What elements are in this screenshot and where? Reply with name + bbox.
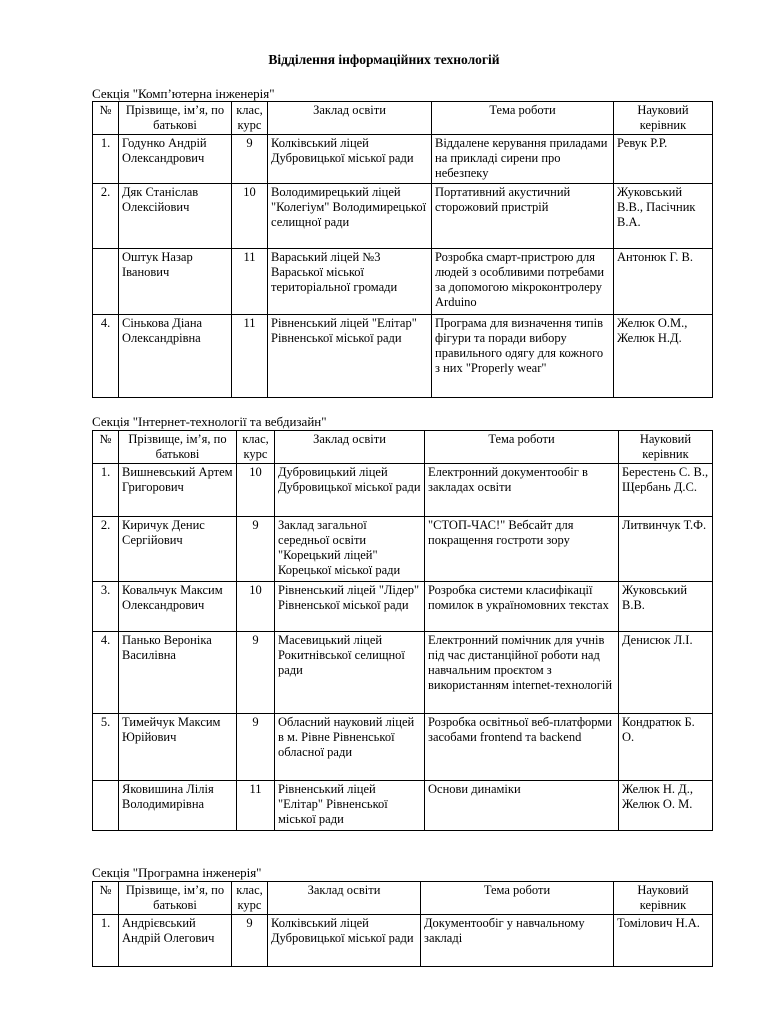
cell-name: Сінькова Діана Олександрівна — [119, 315, 232, 398]
cell-grade: 10 — [237, 582, 275, 632]
cell-advisor: Жуковський В.В., Пасічник В.А. — [614, 184, 713, 249]
cell-advisor: Денисюк Л.І. — [619, 632, 713, 714]
table-computer-engineering — [92, 101, 713, 398]
cell-topic: Документообіг у навчальному закладі — [421, 915, 614, 967]
cell-school: Колківський ліцей Дубровицької міської ради — [268, 915, 421, 967]
cell-topic: Електронний помічник для учнів під час дистанційної роботи над навчальним проєктом з використанням internet-технологій — [425, 632, 619, 714]
cell-advisor: Жуковський В.В. — [619, 582, 713, 632]
header-topic: Тема роботи — [425, 431, 619, 464]
table-row — [93, 135, 713, 184]
section-title-computer-engineering: Секція "Комп’ютерна інженерія" — [92, 86, 275, 101]
cell-school: Рівненський ліцей "Елітар" Рівненської міської ради — [268, 315, 432, 398]
table-header-row — [93, 882, 713, 915]
cell-topic: Віддалене керування приладами на прикладі сирени про небезпеку — [432, 135, 614, 184]
cell-grade: 11 — [232, 315, 268, 398]
cell-num — [93, 249, 119, 315]
page-title: Відділення інформаційних технологій — [268, 52, 500, 67]
table-software-engineering — [92, 881, 713, 967]
cell-name: Яковишина Лілія Володимирівна — [119, 781, 237, 831]
table-header-row — [93, 102, 713, 135]
header-advisor: Науковий керівник — [619, 431, 713, 464]
cell-name: Панько Вероніка Василівна — [119, 632, 237, 714]
cell-advisor: Желюк О.М., Желюк Н.Д. — [614, 315, 713, 398]
header-school: Заклад освіти — [275, 431, 425, 464]
cell-grade: 10 — [232, 184, 268, 249]
cell-num: 4. — [93, 632, 119, 714]
cell-grade: 10 — [237, 464, 275, 517]
header-name: Прізвище, ім’я, по батькові — [119, 102, 232, 135]
cell-advisor: Ревук Р.Р. — [614, 135, 713, 184]
cell-school: Вараський ліцей №3 Вараської міської територіальної громади — [268, 249, 432, 315]
cell-num: 1. — [93, 915, 119, 967]
header-name: Прізвище, ім’я, по батькові — [119, 431, 237, 464]
cell-name: Годунко Андрій Олександрович — [119, 135, 232, 184]
cell-num: 1. — [93, 464, 119, 517]
cell-topic: Портативний акустичний сторожовий пристрій — [432, 184, 614, 249]
table-row — [93, 582, 713, 632]
header-num: № — [93, 102, 119, 135]
cell-grade: 9 — [237, 517, 275, 582]
cell-topic: Основи динаміки — [425, 781, 619, 831]
cell-num: 3. — [93, 582, 119, 632]
header-num: № — [93, 882, 119, 915]
header-num: № — [93, 431, 119, 464]
header-school: Заклад освіти — [268, 102, 432, 135]
header-grade: клас, курс — [237, 431, 275, 464]
cell-topic: Розробка системи класифікації помилок в україномовних текстах — [425, 582, 619, 632]
table-row — [93, 464, 713, 517]
cell-name: Киричук Денис Сергійович — [119, 517, 237, 582]
cell-advisor: Томілович Н.А. — [614, 915, 713, 967]
cell-topic: Розробка освітньої веб-платформи засобами frontend та backend — [425, 714, 619, 781]
table-row — [93, 315, 713, 398]
cell-name: Андрієвський Андрій Олегович — [119, 915, 232, 967]
header-advisor: Науковий керівник — [614, 882, 713, 915]
cell-topic: "СТОП-ЧАС!" Вебсайт для покращення гостроти зору — [425, 517, 619, 582]
cell-name: Ковальчук Максим Олександрович — [119, 582, 237, 632]
cell-num: 1. — [93, 135, 119, 184]
cell-school: Рівненський ліцей "Елітар" Рівненської міської ради — [275, 781, 425, 831]
cell-advisor: Желюк Н. Д., Желюк О. М. — [619, 781, 713, 831]
header-school: Заклад освіти — [268, 882, 421, 915]
cell-num — [93, 781, 119, 831]
cell-grade: 11 — [237, 781, 275, 831]
cell-school: Рівненський ліцей "Лідер" Рівненської міської ради — [275, 582, 425, 632]
header-name: Прізвище, ім’я, по батькові — [119, 882, 232, 915]
cell-school: Заклад загальної середньої освіти "Корецький ліцей" Корецької міської ради — [275, 517, 425, 582]
cell-name: Дяк Станіслав Олексійович — [119, 184, 232, 249]
cell-topic: Розробка смарт-пристрою для людей з особливими потребами за допомогою мікроконтролеру Arduino — [432, 249, 614, 315]
cell-grade: 9 — [232, 915, 268, 967]
header-topic: Тема роботи — [421, 882, 614, 915]
cell-advisor: Берестень С. В., Щербань Д.С. — [619, 464, 713, 517]
cell-name: Оштук Назар Іванович — [119, 249, 232, 315]
table-row — [93, 915, 713, 967]
cell-advisor: Антонюк Г. В. — [614, 249, 713, 315]
header-advisor: Науковий керівник — [614, 102, 713, 135]
cell-num: 2. — [93, 517, 119, 582]
cell-grade: 9 — [237, 632, 275, 714]
cell-grade: 11 — [232, 249, 268, 315]
header-topic: Тема роботи — [432, 102, 614, 135]
cell-grade: 9 — [237, 714, 275, 781]
cell-num: 2. — [93, 184, 119, 249]
table-row — [93, 714, 713, 781]
table-row — [93, 781, 713, 831]
cell-topic: Електронний документообіг в закладах освіти — [425, 464, 619, 517]
header-grade: клас, курс — [232, 882, 268, 915]
table-header-row — [93, 431, 713, 464]
table-row — [93, 249, 713, 315]
cell-advisor: Кондратюк Б. О. — [619, 714, 713, 781]
cell-advisor: Литвинчук Т.Ф. — [619, 517, 713, 582]
table-row — [93, 632, 713, 714]
cell-num: 4. — [93, 315, 119, 398]
section-title-software-engineering: Секція "Програмна інженерія" — [92, 865, 262, 880]
cell-grade: 9 — [232, 135, 268, 184]
cell-school: Дубровицький ліцей Дубровицької міської ради — [275, 464, 425, 517]
table-row — [93, 184, 713, 249]
cell-school: Колківський ліцей Дубровицької міської ради — [268, 135, 432, 184]
cell-topic: Програма для визначення типів фігури та поради вибору правильного одягу для кожного з них "Properly wear" — [432, 315, 614, 398]
cell-name: Тимейчук Максим Юрійович — [119, 714, 237, 781]
section-title-internet-technologies: Секція "Інтернет-технології та вебдизайн" — [92, 414, 327, 429]
cell-num: 5. — [93, 714, 119, 781]
header-grade: клас, курс — [232, 102, 268, 135]
table-row — [93, 517, 713, 582]
cell-school: Масевицький ліцей Рокитнівської селищної ради — [275, 632, 425, 714]
cell-school: Обласний науковий ліцей в м. Рівне Рівненської обласної ради — [275, 714, 425, 781]
cell-name: Вишневський Артем Григорович — [119, 464, 237, 517]
cell-school: Володимирецький ліцей "Колегіум" Володимирецької селищної ради — [268, 184, 432, 249]
table-internet-technologies — [92, 430, 713, 831]
